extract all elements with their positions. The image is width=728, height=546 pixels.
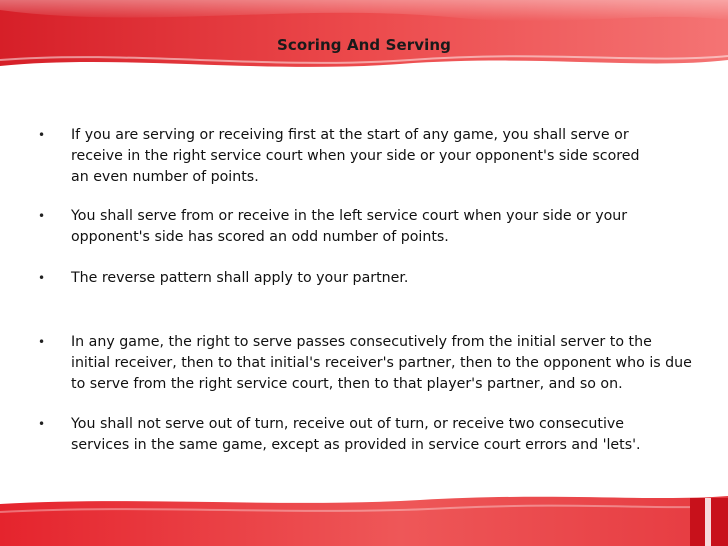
slide-title: Scoring And Serving: [276, 36, 452, 54]
bullet-marker: •: [38, 209, 46, 223]
bullet-text: You shall serve from or receive in the left service court when your side or your opponent's side has scored an odd number of points.: [71, 208, 628, 245]
bullet-text: If you are serving or receiving first at the start of any game, you shall serve or receive in the right service court when your side or your opponent's side scored an even number of points.: [71, 127, 640, 185]
bullet-marker: •: [38, 335, 46, 349]
bullet-marker: •: [38, 128, 46, 142]
footer-band: [0, 490, 728, 546]
footer-wave-graphic: [0, 490, 728, 546]
bullet-marker: •: [38, 271, 46, 285]
bullet-text: In any game, the right to serve passes consecutively from the initial server to the initial receiver, then to that initial's receiver's partner, then to the opponent who is due to serve from the right service court, then to that player's partner, and so on.: [71, 334, 692, 392]
bullet-text: You shall not serve out of turn, receive out of turn, or receive two consecutive services in the same game, except as provided in service court errors and 'lets'.: [71, 416, 641, 453]
bullet-marker: •: [38, 417, 46, 431]
bullet-text: The reverse pattern shall apply to your partner.: [71, 270, 409, 286]
